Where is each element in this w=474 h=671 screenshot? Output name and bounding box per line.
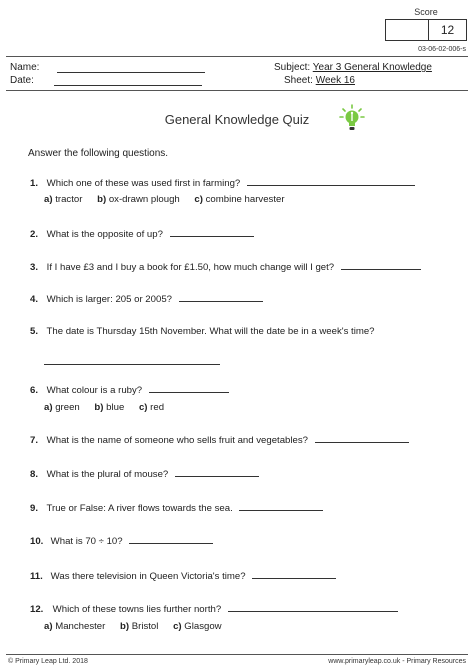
question-number: 9. [30, 503, 39, 514]
score-value: 12 [440, 23, 455, 37]
question-8 [30, 468, 259, 480]
question-number: 1. [30, 178, 39, 189]
header-top-rule [6, 56, 468, 57]
question-number: 8. [30, 469, 39, 480]
date-label: Date: [10, 75, 34, 86]
question-4 [30, 293, 263, 305]
option-a[interactable]: a) Manchester [44, 621, 106, 632]
question-number: 3. [30, 262, 39, 273]
question-text: True or False: A river flows towards the sea. [46, 503, 233, 514]
question-number: 2. [30, 229, 39, 240]
question-text: What is the name of someone who sells fruit and vegetables? [46, 435, 308, 446]
question-9 [30, 502, 323, 514]
question-1 [30, 177, 415, 189]
sheet-label: Sheet: [284, 75, 313, 86]
lightbulb-icon [339, 104, 365, 132]
question-text: Which one of these was used first in farming? [46, 178, 241, 189]
answer-line[interactable] [149, 384, 229, 393]
question-text: Was there television in Queen Victoria's time? [50, 571, 246, 582]
question-number: 4. [30, 294, 39, 305]
question-3 [30, 261, 421, 273]
answer-line[interactable] [175, 468, 259, 477]
score-box [385, 7, 467, 45]
answer-line[interactable] [247, 177, 415, 186]
sheet-row [284, 75, 355, 86]
question-6 [30, 384, 229, 396]
answer-line[interactable] [252, 570, 336, 579]
header-bottom-rule [6, 90, 468, 91]
option-b[interactable]: b) ox-drawn plough [97, 194, 180, 205]
date-field[interactable] [54, 76, 202, 86]
question-6-options [44, 402, 176, 413]
worksheet-code: 03-06-02-006-s [418, 46, 466, 53]
question-text: What is 70 ÷ 10? [50, 536, 123, 547]
answer-line-q5[interactable] [44, 364, 220, 365]
question-text: What colour is a ruby? [46, 385, 143, 396]
question-12-options [44, 621, 234, 632]
question-number: 7. [30, 435, 39, 446]
footer-rule [6, 654, 468, 655]
footer-website: www.primaryleap.co.uk - Primary Resources [328, 658, 466, 665]
question-10 [30, 535, 213, 547]
subject-row [274, 62, 432, 73]
score-empty-cell [386, 20, 429, 40]
question-number: 10. [30, 536, 44, 547]
question-2 [30, 228, 254, 240]
name-label: Name: [10, 62, 40, 73]
answer-line[interactable] [315, 434, 409, 443]
question-text: Which is larger: 205 or 2005? [46, 294, 172, 305]
option-a[interactable]: a) tractor [44, 194, 83, 205]
option-c[interactable]: c) Glasgow [173, 621, 222, 632]
option-b[interactable]: b) Bristol [120, 621, 159, 632]
question-text: What is the opposite of up? [46, 229, 163, 240]
score-label: Score [414, 7, 438, 17]
option-b[interactable]: b) blue [94, 402, 125, 413]
answer-line[interactable] [239, 502, 323, 511]
question-7 [30, 434, 409, 446]
footer-copyright: © Primary Leap Ltd. 2018 [8, 658, 88, 665]
answer-line[interactable] [341, 261, 421, 270]
question-number: 5. [30, 326, 39, 337]
question-1-options [44, 194, 297, 205]
name-row [10, 62, 205, 73]
sheet-value: Week 16 [315, 75, 355, 86]
question-number: 6. [30, 385, 39, 396]
answer-line[interactable] [228, 603, 398, 612]
question-text: The date is Thursday 15th November. What will the date be in a week's time? [46, 326, 375, 337]
subject-label: Subject: [274, 62, 311, 73]
date-row [10, 75, 202, 86]
score-cells [385, 19, 467, 41]
subject-value: Year 3 General Knowledge [312, 62, 432, 73]
question-number: 12. [30, 604, 44, 615]
question-5 [30, 326, 375, 337]
name-field[interactable] [57, 63, 205, 73]
question-text: If I have £3 and I buy a book for £1.50, how much change will I get? [46, 262, 335, 273]
instructions: Answer the following questions. [28, 148, 169, 159]
question-12 [30, 603, 398, 615]
option-c[interactable]: c) red [138, 402, 165, 413]
question-11 [30, 570, 336, 582]
answer-line[interactable] [179, 293, 263, 302]
option-a[interactable]: a) green [44, 402, 80, 413]
question-text: What is the plural of mouse? [46, 469, 169, 480]
option-c[interactable]: c) combine harvester [194, 194, 285, 205]
question-text: Which of these towns lies further north? [52, 604, 222, 615]
question-number: 11. [30, 571, 43, 582]
page-title: General Knowledge Quiz [164, 112, 310, 127]
answer-line[interactable] [170, 228, 254, 237]
answer-line[interactable] [129, 535, 213, 544]
